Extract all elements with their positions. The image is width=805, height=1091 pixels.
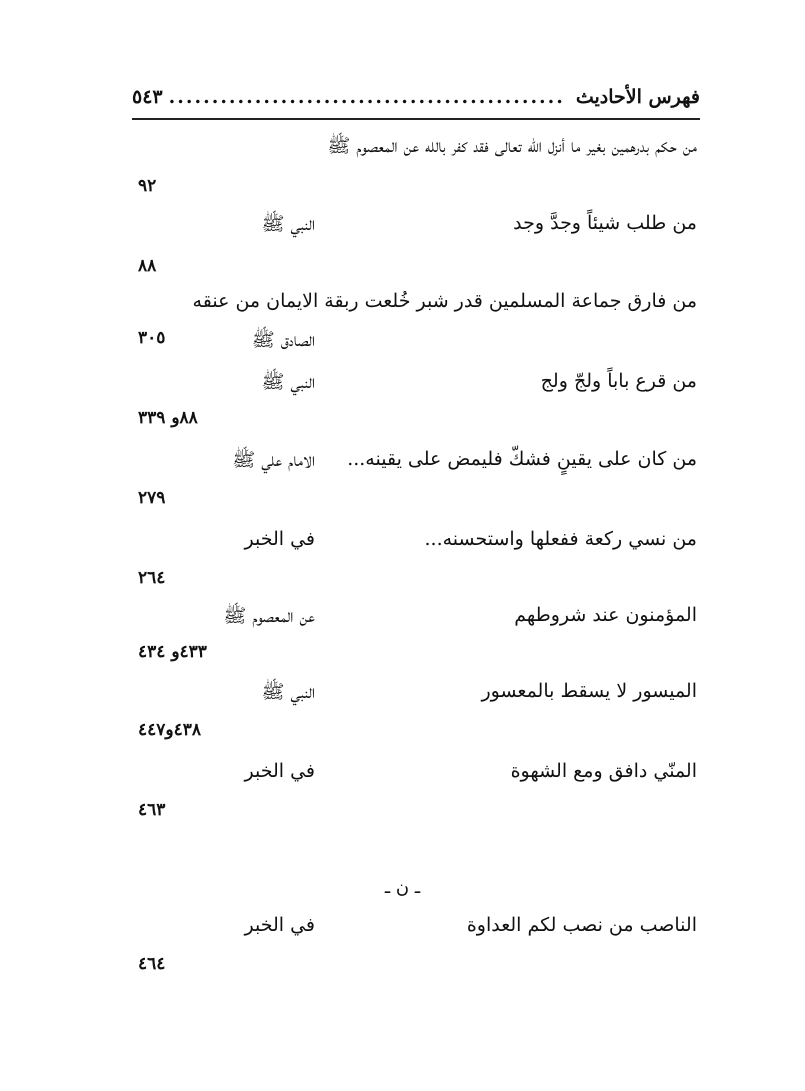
page-ref-row	[0, 800, 805, 834]
hadith-source: في الخبر	[244, 528, 315, 550]
hadith-text: المنّي دافق ومع الشهوة	[510, 760, 697, 782]
hadith-text: من طلب شيئاً وجدَّ وجد	[513, 212, 697, 234]
hadith-text: من نسي ركعة ففعلها واستحسنه...	[424, 528, 697, 550]
hadith-entry	[0, 604, 805, 638]
hadith-text: المؤمنون عند شروطهم	[514, 604, 697, 626]
hadith-source-line	[0, 328, 805, 362]
hadith-text: من فارق جماعة المسلمين قدر شبر خُلعت ربقة الايمان من عنقه	[192, 290, 697, 312]
page-ref-row	[0, 408, 805, 442]
hadith-source: الصادق ﷺ	[251, 329, 315, 351]
header-leader-dots: ..............................................	[168, 86, 565, 108]
header-rule	[132, 118, 700, 120]
hadith-text: من كان على يقينٍ فشكّ فليمض على يقينه...	[347, 448, 697, 470]
hadith-source: في الخبر	[244, 760, 315, 782]
hadith-source: عن المعصوم ﷺ	[223, 605, 315, 627]
page-ref-row	[0, 256, 805, 290]
page-ref-row	[0, 568, 805, 602]
page-refs: ٨٨	[138, 256, 157, 276]
page-refs: ٩٢	[138, 176, 157, 196]
hadith-entry	[0, 212, 805, 246]
page-ref-row	[0, 642, 805, 676]
hadith-entry	[0, 680, 805, 714]
hadith-source: الامام علي ﷺ	[232, 449, 315, 471]
page-refs: ٢٦٤	[138, 568, 166, 588]
hadith-source: في الخبر	[244, 914, 315, 936]
page-refs: ٨٨و ٣٣٩	[138, 408, 198, 428]
hadith-entry	[0, 760, 805, 794]
hadith-entry	[0, 914, 805, 948]
page-ref-row	[0, 954, 805, 988]
page-refs: ٤٣٣و ٤٣٤	[138, 642, 207, 662]
hadith-text: من قرع باباً ولجّ ولج	[540, 370, 697, 392]
hadith-entry	[0, 528, 805, 562]
section-letter-heading: ـ ن ـ	[384, 877, 421, 898]
page-ref-row	[0, 176, 805, 210]
hadith-text: الميسور لا يسقط بالمعسور	[481, 680, 697, 702]
running-header	[132, 86, 700, 116]
hadith-text: من حكم بدرهمين بغير ما أنزل اللّٰه تعالى فقد كفر بالله عن المعصوم ﷺ	[327, 135, 697, 157]
hadith-entry	[0, 134, 805, 168]
header-title: فهرس الأحاديث	[575, 86, 700, 108]
hadith-entry	[0, 370, 805, 404]
page-refs: ٢٧٩	[138, 488, 166, 508]
hadith-entry	[0, 290, 805, 324]
page-refs: ٤٦٣	[138, 800, 166, 820]
page-ref-row	[0, 488, 805, 522]
hadith-entry	[0, 448, 805, 482]
page-refs: ٣٠٥	[138, 328, 166, 348]
hadith-source: النبي ﷺ	[261, 681, 315, 703]
page-ref-row	[0, 720, 805, 754]
hadith-source: النبي ﷺ	[261, 371, 315, 393]
hadith-text: الناصب من نصب لكم العداوة	[466, 914, 697, 936]
header-page-number: ٥٤٣	[132, 86, 163, 108]
hadith-source: النبي ﷺ	[261, 213, 315, 235]
page-refs: ٤٦٤	[138, 954, 166, 974]
page-refs: ٤٣٨و٤٤٧	[138, 720, 202, 740]
